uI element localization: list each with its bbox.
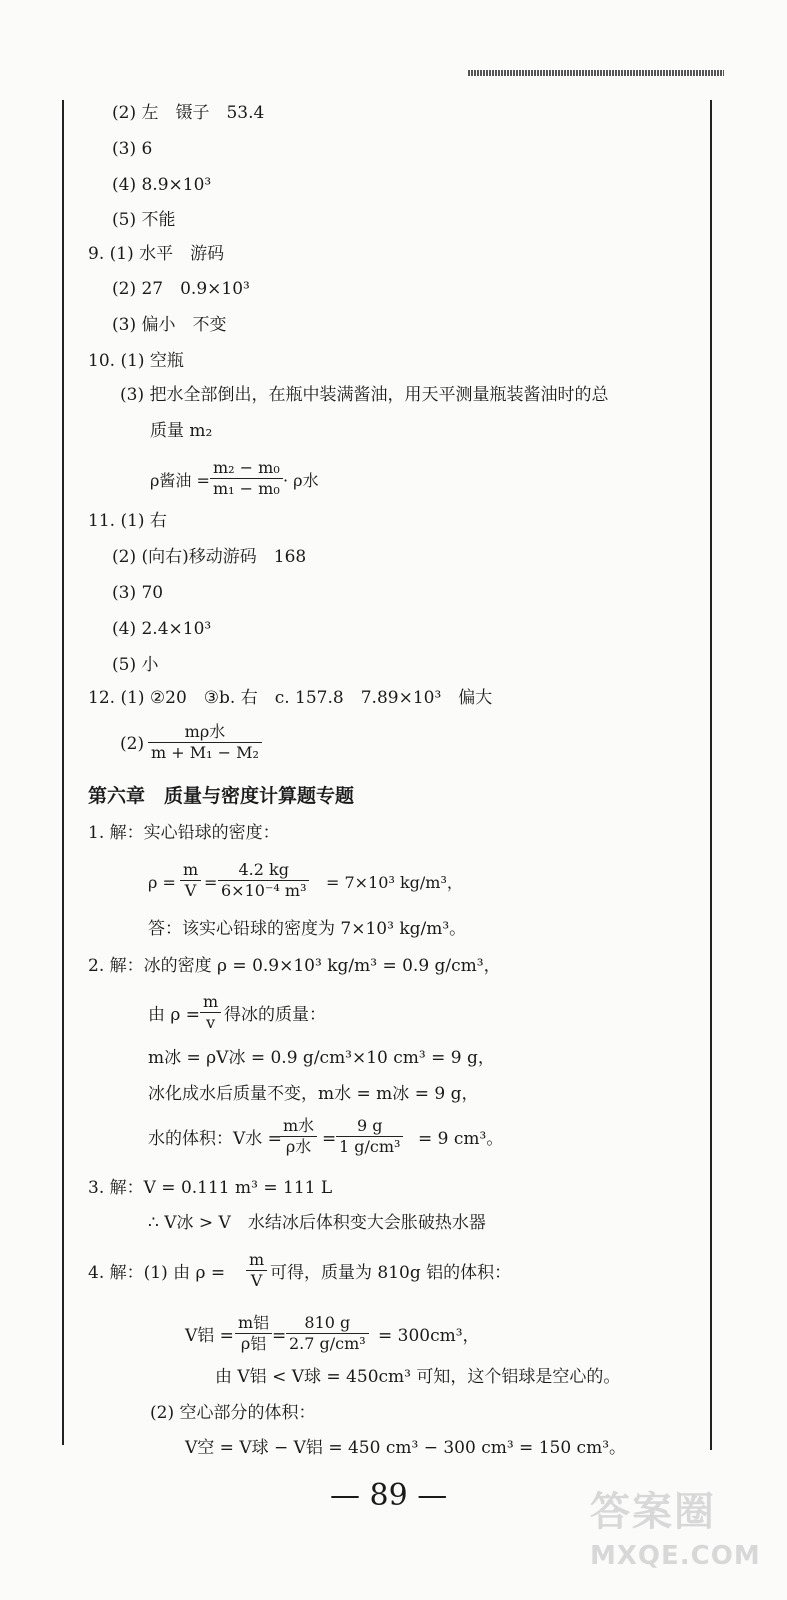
s4-line3: 由 V铝 < V球 = 450cm³ 可知，这个铝球是空心的。 (215, 1367, 621, 1387)
q11-part5: (5) 小 (112, 655, 159, 675)
s3-line2: ∴ V冰 > V 水结冰后体积变大会胀破热水器 (148, 1213, 486, 1233)
q11-part4: (4) 2.4×10³ (112, 619, 212, 639)
s4-volume-result: = 300cm³， (378, 1326, 480, 1346)
s4-line4: (2) 空心部分的体积： (150, 1403, 316, 1423)
page-number: — 89 — (330, 1478, 448, 1513)
s1-fraction-m-over-v (180, 860, 201, 901)
s4-f1-denominator: ρ铝 (240, 1334, 267, 1353)
q10-formula-fraction (210, 458, 283, 499)
q9-part2: (2) 27 0.9×10³ (112, 279, 250, 299)
s2-fraction-m-over-v (200, 992, 221, 1033)
s1-equals: = (204, 873, 218, 892)
s4-line1a: 4. 解：(1) 由 ρ = (88, 1263, 226, 1283)
s4-f2-numerator: 810 g (286, 1313, 369, 1334)
s2-f1-numerator: m水 (280, 1116, 317, 1137)
watermark-line2: MXQE.COM (590, 1541, 761, 1571)
q10-formula-rhs: · ρ水 (283, 471, 319, 490)
s4-fraction-mass-over-density (235, 1313, 272, 1354)
s1-result: = 7×10³ kg/m³， (326, 873, 463, 892)
s2-line4: 冰化成水后质量不变，m水 = m冰 = 9 g， (148, 1084, 479, 1104)
q10-denominator: m₁ − m₀ (213, 479, 280, 498)
s2-f2-denominator: 1 g/cm³ (339, 1137, 401, 1156)
s4-volume-lhs: V铝 = (185, 1326, 234, 1346)
s2-line5a: 水的体积：V水 = (148, 1129, 282, 1149)
s4-f2-denominator: 2.7 g/cm³ (289, 1334, 366, 1353)
q9-part1: 9. (1) 水平 游码 (88, 244, 225, 264)
s4-line5: V空 = V球 − V铝 = 450 cm³ − 300 cm³ = 150 cm³。 (185, 1438, 627, 1458)
s2-line5b: = 9 cm³。 (418, 1129, 504, 1149)
q10-part3: (3) 把水全部倒出，在瓶中装满酱油，用天平测量瓶装酱油时的总 (120, 385, 609, 405)
s1-answer: 答：该实心铅球的密度为 7×10³ kg/m³。 (148, 919, 467, 939)
s2-fraction-mass-over-density (280, 1116, 317, 1157)
chapter-title: 第六章 质量与密度计算题专题 (88, 785, 355, 807)
s1-f2-numerator: 4.2 kg (218, 860, 309, 881)
s1-line1: 1. 解：实心铅球的密度： (88, 823, 280, 843)
q12-fraction (148, 722, 262, 763)
s1-f1-denominator: V (184, 881, 197, 900)
s1-f2-denominator: 6×10⁻⁴ m³ (221, 881, 307, 900)
q8-part4: (4) 8.9×10³ (112, 175, 212, 195)
s4-fraction-m-over-v (246, 1250, 267, 1291)
s2-line2a: 由 ρ = (148, 1005, 201, 1025)
s2-line1: 2. 解：冰的密度 ρ = 0.9×10³ kg/m³ = 0.9 g/cm³， (88, 956, 501, 976)
q11-part2: (2) (向右)移动游码 168 (112, 547, 307, 567)
watermark-logo (590, 1480, 761, 1571)
watermark-line1: 答案圈 (590, 1489, 716, 1535)
q12-part2-label: (2) (120, 734, 145, 754)
s4-equals: = (272, 1326, 287, 1346)
q12-part1: 12. (1) ②20 ③b. 右 c. 157.8 7.89×10³ 偏大 (88, 688, 493, 708)
s4-l1-numerator: m (246, 1250, 267, 1271)
s4-l1-denominator: V (250, 1271, 263, 1290)
s2-line2b: 得冰的质量： (224, 1005, 326, 1025)
q8-part2: (2) 左 镊子 53.4 (112, 103, 265, 123)
header-rule (468, 70, 724, 76)
left-margin-rule (62, 100, 64, 1445)
s2-equals: = (322, 1129, 337, 1149)
s2-line3: m冰 = ρV冰 = 0.9 g/cm³×10 cm³ = 9 g， (148, 1048, 495, 1068)
q8-part3: (3) 6 (112, 139, 153, 159)
q10-part3-cont: 质量 m₂ (150, 421, 213, 441)
q10-part1: 10. (1) 空瓶 (88, 351, 184, 371)
s3-line1: 3. 解：V = 0.111 m³ = 111 L (88, 1178, 333, 1198)
s2-l2-numerator: m (200, 992, 221, 1013)
q11-part1: 11. (1) 右 (88, 511, 167, 531)
s1-rho: ρ = (148, 873, 176, 892)
s4-fraction-values (286, 1313, 369, 1354)
s1-fraction-values (218, 860, 309, 901)
q8-part5: (5) 不能 (112, 210, 176, 230)
q11-part3: (3) 70 (112, 583, 164, 603)
q9-part3: (3) 偏小 不变 (112, 315, 227, 335)
s2-l2-denominator: v (206, 1013, 216, 1032)
s2-f2-numerator: 9 g (336, 1116, 403, 1137)
s1-f1-numerator: m (180, 860, 201, 881)
s2-fraction-values (336, 1116, 403, 1157)
q12-numerator: mρ水 (148, 722, 262, 743)
right-margin-rule (710, 100, 712, 1450)
q10-numerator: m₂ − m₀ (210, 458, 283, 479)
s4-line1b: 可得，质量为 810g 铝的体积： (270, 1263, 512, 1283)
s2-f1-denominator: ρ水 (285, 1137, 312, 1156)
s4-f1-numerator: m铝 (235, 1313, 272, 1334)
q12-denominator: m + M₁ − M₂ (151, 743, 259, 762)
q10-formula-lhs: ρ酱油 = (150, 471, 210, 490)
